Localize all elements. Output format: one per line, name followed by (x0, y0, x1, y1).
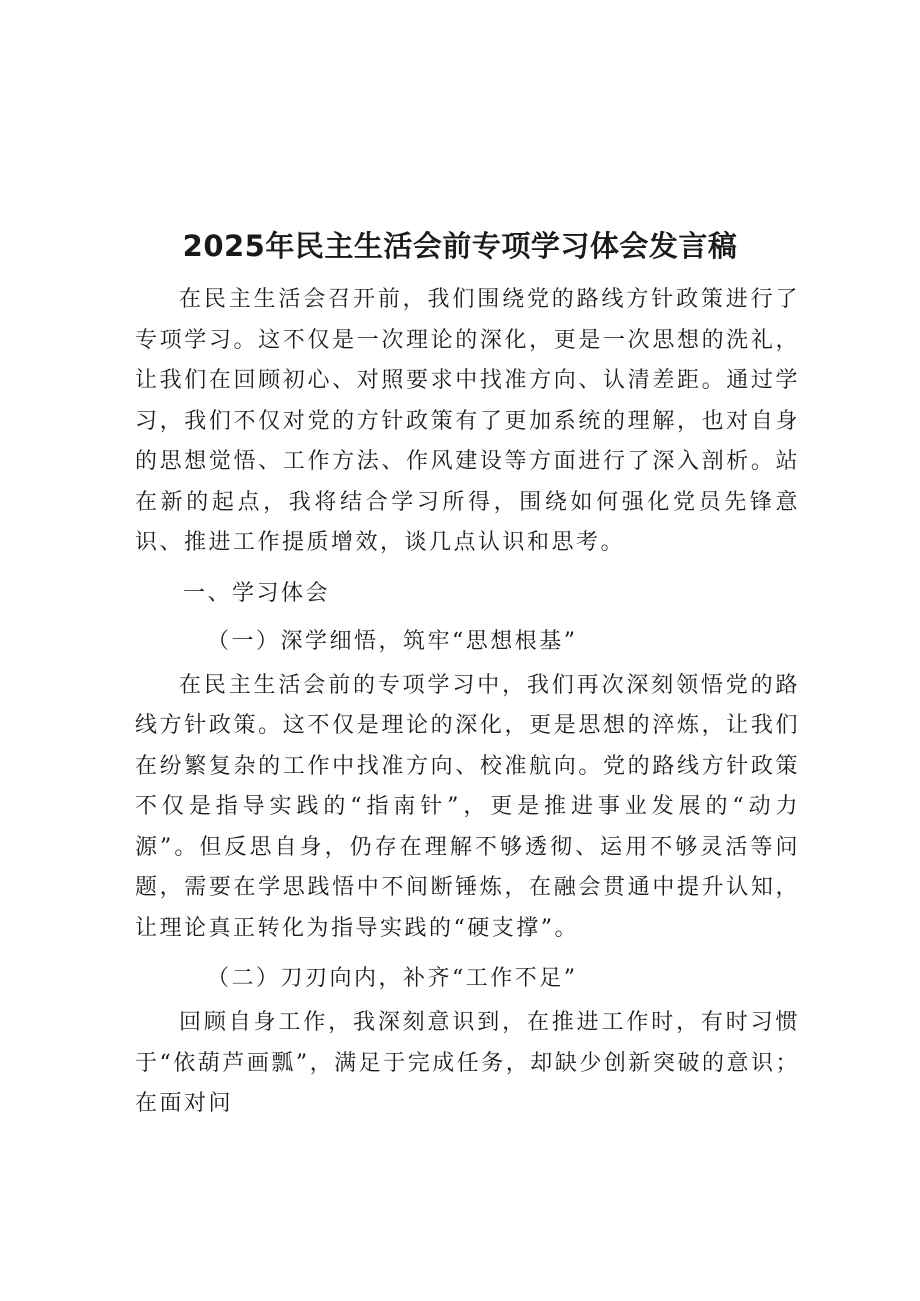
section-heading-study-insights: 一、学习体会 (183, 580, 331, 606)
subsection-1-paragraph: 在民主生活会前的专项学习中，我们再次深刻领悟党的路线方针政策。这不仅是理论的深化，更是思想的淬炼，让我们在纷繁复杂的工作中找准方向、校准航向。党的路线方针政策不仅是指导实践的“指南针”，更是推进事业发展的“动力源”。但反思自身，仍存在理解不够透彻、运用不够灵活等问题，需要在学思践悟中不间断锤炼，在融会贯通中提升认知，让理论真正转化为指导实践的“硬支撑”。 (135, 672, 800, 941)
subsection-heading-1: （一）深学细悟，筑牢“思想根基” (207, 628, 578, 654)
document-body (135, 280, 800, 1125)
subsection-heading-2: （二）刀刃向内，补齐“工作不足” (207, 966, 578, 991)
intro-paragraph: 在民主生活会召开前，我们围绕党的路线方针政策进行了专项学习。这不仅是一次理论的深化，更是一次思想的洗礼，让我们在回顾初心、对照要求中找准方向、认清差距。通过学习，我们不仅对党的方针政策有了更加系统的理解，也对自身的思想觉悟、工作方法、作风建设等方面进行了深入剖析。站在新的起点，我将结合学习所得，围绕如何强化党员先锋意识、推进工作提质增效，谈几点认识和思考。 (135, 287, 800, 555)
document-title: 2025年民主生活会前专项学习体会发言稿 (182, 229, 738, 263)
subsection-2-paragraph: 回顾自身工作，我深刻意识到，在推进工作时，有时习惯于“依葫芦画瓢”，满足于完成任务，却缺少创新突破的意识；在面对问 (135, 1010, 800, 1116)
